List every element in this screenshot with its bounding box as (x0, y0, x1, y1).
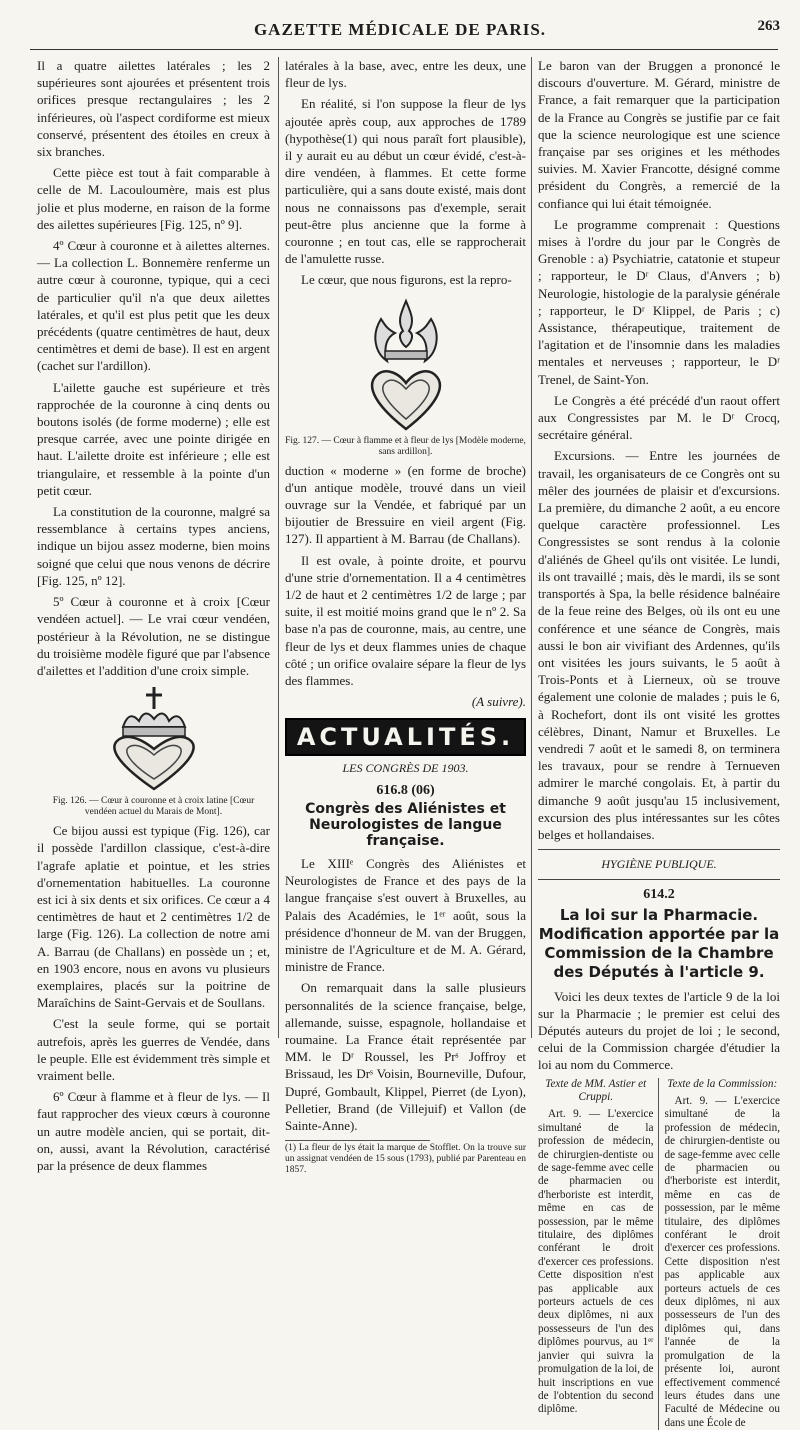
paragraph: L'ailette gauche est supérieure et très rapprochée de la couronne à cinq dents ou boutons isolés (de forme moderne) ; elle est presque carrée, avec une pointe dirigée en haut. L'ailette droite est inférieure ; elle est triangulaire, et ressemble à la pointe d'un petit cœur. (37, 379, 270, 498)
article-title: La loi sur la Pharmacie. Modification apportée par la Commission de la Chambre des Députés à l'article 9. (538, 905, 780, 981)
law-text: Art. 9. — L'exercice simultané de la profession de médecin, de chirurgien-dentiste ou de sage-femme avec celle de pharmacien ou d'herboriste est interdit, même en cas de possession, par le même titulaire, des diplômes conférant le droit d'exercer ces professions. Cette disposition n'est pas applicable aux porteurs actuels de ces deux diplômes, ni aux possesseurs de l'un des diplômes pourvus, au 1ᵉʳ janvier qui suivra la promulgation de la loi, de huit inscriptions en vue de l'obtention du second diplôme. (538, 1108, 654, 1416)
paragraph: Le cœur, que nous figurons, est la repro- (301, 272, 512, 288)
column-heading: Texte de la Commission: (667, 1077, 778, 1090)
commission-text-column (665, 1078, 781, 1430)
paragraph: Cette pièce est tout à fait comparable à celle de M. Lacouloumère, mais est plus jolie et plus moderne, en raison de la forme des ailettes supérieures [Fig. 125, nº 9]. (37, 165, 270, 232)
paragraph: Il est ovale, à pointe droite, et pourvu d'une strie d'ornementation. Il a 4 centimètres 1/2 de haut et 2 centimètres 1/2 de large ; par suite, il est moitié moins grand que le nº 2. Sa base n'a pas de couronne, mais, au centre, une fleur de lys et deux flammes unies de chaque côté ; un orifice ovalaire sépare la fleur de lys des flammes. (285, 552, 526, 689)
paragraph: 5º Cœur à couronne et à croix [Cœur vendéen actuel]. — Le vrai cœur vendéen, postérieur à la Révolution, ne se distingue du troisième modèle figuré que par l'absence d'ailettes et l'addition d'une croix simple. (37, 594, 270, 678)
paragraph: duction « moderne » (en forme de broche) d'un antique modèle, trouvé dans un vieil ouvrage sur la Vendée, et fabriqué par un bijoutier de Bressuire en vieil argent (Fig. 127). Il appartient à M. Barrau (de Challans). (285, 462, 526, 547)
figure-127 (285, 295, 526, 458)
figure-caption: Fig. 127. — Cœur à flamme et à fleur de lys [Modèle moderne, sans ardillon]. (285, 435, 526, 457)
paragraph: Le programme comprenait : Questions mises à l'ordre du jour par le Congrès de Grenoble : a) Psychiatrie, catatonie et stupeur ; rapporteur, le Dʳ Claus, d'Anvers ; b) Neurologie, histologie de la paralysie générale ; rapporteur, le Dʳ Klippel, de Paris ; c) Assistance, thérapeutique, traitement de l'agitation et de l'insomnie dans les maladies mentales et nerveuses ; rapporteur, le Dʳ Trenel, de Saint-Yon. (538, 216, 780, 387)
column-3 (538, 57, 780, 1430)
paragraph: latérales à la base, avec, entre les deux, une fleur de lys. (285, 58, 526, 91)
comparison-columns (538, 1078, 780, 1430)
figure-126 (37, 685, 270, 818)
paragraph: 6º Cœur à flamme et à fleur de lys. — Il faut rapprocher des vieux cœurs à couronne un autre modèle ancien, qui se portait, dit-on, aussi, avant la Révolution, caractérisé par la présence de deux flammes (37, 1089, 270, 1173)
to-be-continued: (A suivre). (471, 694, 526, 710)
paragraph: La constitution de la couronne, malgré sa ressemblance à certains types anciens, indique un bijou assez moderne, bien moins soigné que celui que nous venons de décrire [Fig. 125, nº 12]. (37, 504, 270, 588)
article-number: 614.2 (643, 887, 675, 903)
footnote: (1) La fleur de lys était la marque de Stofflet. On la trouve sur un assignat vendéen de 15 sous (1793), publié par Parenteau en 1857. (285, 1143, 526, 1176)
footnote-rule (285, 1140, 430, 1141)
paragraph: Voici les deux textes de l'article 9 de la loi sur la Pharmacie ; le premier est celui des Députés auteurs du projet de loi ; le second, celui de la Commission chargée d'étudier la loi au nom du Commerce. (538, 988, 780, 1073)
crowned-heart-cross-icon (99, 685, 209, 793)
column-divider-1 (278, 57, 279, 1038)
deputies-text-column (538, 1078, 659, 1430)
paragraph: Le Congrès a été précédé d'un raout offert aux Congressistes par M. le Dʳ Crocq, secrétaire général. (538, 392, 780, 443)
page-number: 263 (757, 18, 780, 34)
column-1 (37, 57, 270, 1178)
section-rule (538, 849, 780, 850)
actualites-banner: ACTUALITÉS. (285, 718, 526, 756)
paragraph: Ce bijou aussi est typique (Fig. 126), car il possède l'ardillon classique, c'est-à-dire l'agrafe aplatie et pointue, et les stries d'ornementation habituelles. La couronne est ici à six dents et six orifices. Ce cœur a 4 centimètres de haut et 2 centimètres 1/2 de large (Fig. 126). La collection de notre ami A. Barrau (de Challans) en possède un ; et, en 1903 encore, nous en avons vu plusieurs exemplaires, placés sur la poitrine de Maraîchins de Saint-Gervais et de Soullans. (37, 823, 270, 1011)
paragraph: Il a quatre ailettes latérales ; les 2 supérieures sont ajourées et présentent trois orifices presque rectangulaires ; les 2 inférieures, où l'aspect cordiforme est mieux conservé, présentent des étoiles en creux à six branches. (37, 58, 270, 160)
article-number: 616.8 (06) (376, 782, 435, 798)
page-header-title: GAZETTE MÉDICALE DE PARIS. (253, 20, 547, 39)
column-divider-2 (531, 57, 532, 1038)
section-rule (538, 879, 780, 880)
column-heading: Texte de MM. Astier et Cruppi. (545, 1077, 647, 1103)
paragraph: 4º Cœur à couronne et à ailettes alternes. — La collection L. Bonnemère renferme un autre cœur à couronne, typique, qui a ceci de particulier qu'il n'a que deux ailettes latérales, et qu'il est plus petit que les deux précédents (quatre centimètres de haut, deux centimètres et demi de base). Il est en argent (cachet sur l'ardillon). (37, 238, 270, 374)
paragraph: On remarquait dans la salle plusieurs personnalités de la science française, belge, allemande, suisse, espagnole, hollandaise et roumaine. La France était représentée par MM. le Dʳ Roussel, les Prˢ Joffroy et Brissaud, les Drˢ Voisin, Bourneville, Dufour, Dupré, Gombault, Klippel, Pierret (de Lyon), Pelletier, Brand (de Villejuif) et Vallon (de Sainte-Anne). (285, 980, 526, 1133)
section-title: HYGIÈNE PUBLIQUE. (601, 857, 717, 872)
paragraph: Le baron van der Bruggen a prononcé le discours d'ouverture. M. Gérard, ministre de France, a fait remarquer que la participation de la France au Congrès se justifie par ce fait que la science neurologique est une science française par ses origines et les méthodes suivies. M. Xavier Francotte, désigné comme président du Congrès, a remercié de la confiance qui lui était témoignée. (538, 58, 780, 211)
figure-caption: Fig. 126. — Cœur à couronne et à croix latine [Cœur vendéen actuel du Marais de Mont]. (52, 796, 255, 818)
paragraph: Le XIIIᵉ Congrès des Aliénistes et Neurologistes de France et des pays de la langue française s'est ouvert à Bruxelles, au Palais des Académies, le 1ᵉʳ août, sous la présidence d'honneur de M. van der Bruggen, ministre de l'Agriculture et de M. A. Gérard, ministre de France. (285, 855, 526, 975)
header-rule (30, 49, 778, 50)
column-2 (285, 57, 526, 1176)
law-text: Art. 9. — L'exercice simultané de la profession de médecin, de chirurgien-dentiste ou de sage-femme avec celle de pharmacien ou d'herboriste est interdit, même en cas de possession, par le même titulaire, des diplômes conférant le droit d'exercer ces professions. Cette disposition n'est pas applicable aux porteurs actuels de ces deux diplômes, ni aux possesseurs de l'un des diplômes qui, dans l'année de la promulgation de la présente loi, auront effectivement commencé leurs études dans une Faculté de Médecine ou dans une École de (664, 1094, 780, 1429)
paragraph: En réalité, si l'on suppose la fleur de lys ajoutée après coup, aux approches de 1789 (hypothèse(1) qui nous paraît fort plausible), il y aurait eu au début un cœur évidé, c'est-à-dire vendéen, à flammes. Et cette forme particulière, qui a sans doute existé, mais dont nous ne connaissons pas d'exemple, serait peut-être plus ancienne que la forme à couronne ; en tout cas, elle se rapprocherait de l'amulette russe. (285, 96, 526, 267)
flame-heart-fleur-de-lys-icon (361, 295, 451, 433)
paragraph: Excursions. — Entre les journées de travail, les organisateurs de ce Congrès ont su mêler des journées de plaisir et d'excursions. La première, du dimanche 2 août, a eu encore quelque caractère professionnel. Les Congressistes se sont rendus à la colonie d'aliénés de Gheel qu'ils ont visitée. Le lundi, ils ont travaillé ; mais, dès le mardi, ils se sont transportés à Spa, la belle résidence balnéaire de la feue reine des Belges, où ils ont eu une conférence et une séance de Congrès, mais aussi le bon air vivifiant des Ardennes, qu'ils ont visitées les jours suivants, le 5 août à Trois-Ponts et à Lierneux, où se trouve également une colonie de malades ; puis le 6, à Rochefort, dont ils ont visité les grottes célèbres, Dinant, Namur et Bruxelles. Le vendredi 7 août et le samedi 8, on terminera les travaux, pour se rendre à Ternueven admirer le marché congolais. Et, à partir du dimanche 9 août jusqu'au 15 inclusivement, excursion des plus intéressantes sur les côtes belges et hollandaises. (538, 448, 780, 842)
paragraph: C'est la seule forme, qui se portait autrefois, après les guerres de Vendée, dans le peuple. Elle est évidemment très simple et vraiment belle. (37, 1016, 270, 1083)
section-subtitle: LES CONGRÈS DE 1903. (342, 761, 469, 776)
article-title: Congrès des Aliénistes et Neurologistes de langue française. (305, 800, 506, 849)
